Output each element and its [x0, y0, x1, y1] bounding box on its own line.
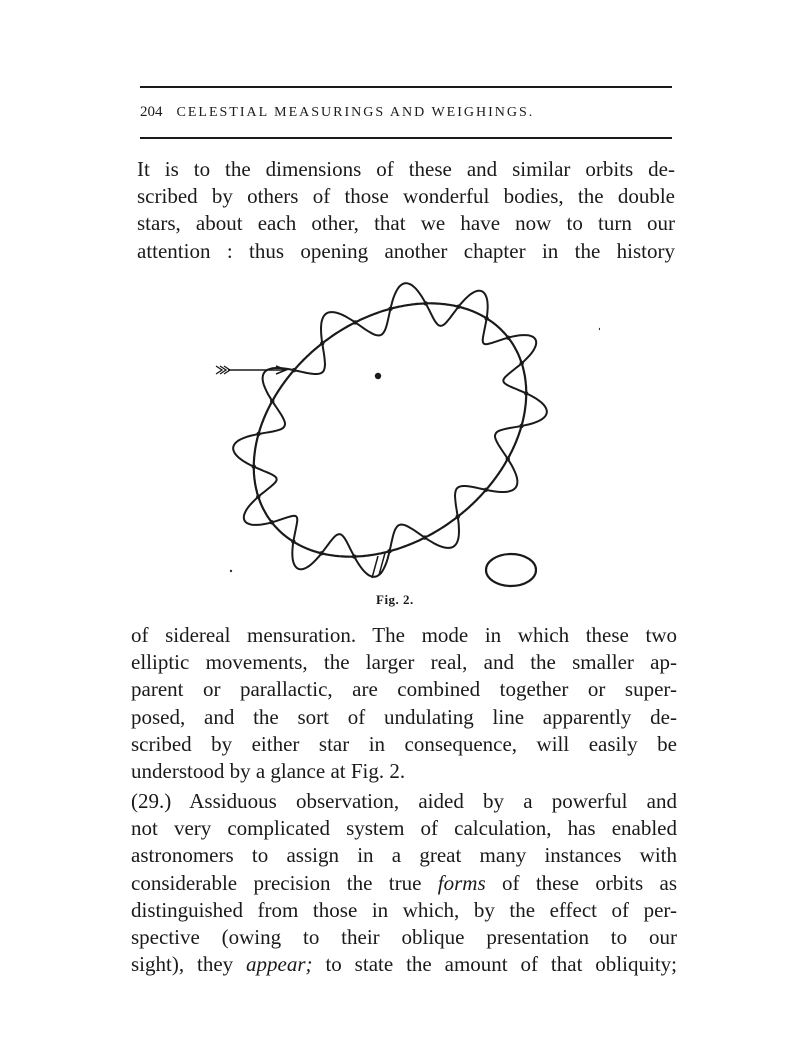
crossing-dot — [424, 301, 428, 305]
text-line: of sidereal mensuration. The mode in which these two — [131, 623, 677, 647]
speck — [599, 328, 600, 330]
text-line: posed, and the sort of undulating line apparently de- — [131, 704, 677, 729]
emphasis-forms: forms — [437, 870, 486, 895]
crossing-dot — [320, 341, 324, 345]
crossing-dot — [506, 336, 510, 340]
text-run: to state the amount of that obliquity; — [312, 952, 677, 977]
crossing-dot — [292, 368, 296, 372]
crossing-dot — [387, 549, 391, 553]
text-line: stars, about each other, that we have now to turn our — [137, 211, 675, 236]
text-line: not very complicated system of calculation, has enabled — [131, 816, 677, 841]
crossing-dot — [456, 515, 460, 519]
running-title: CELESTIAL MEASURINGS AND WEIGHINGS. — [176, 105, 535, 120]
text-line: spective (owing to their oblique presentation to our — [131, 925, 677, 950]
text-line: parent or parallactic, are combined together or super- — [131, 677, 677, 702]
crossing-dot — [484, 316, 488, 320]
speck — [230, 570, 232, 572]
crossing-dot — [388, 307, 392, 311]
text-line — [131, 870, 677, 897]
crossing-dot — [256, 432, 260, 436]
crossing-dot — [519, 424, 523, 428]
text-line: It is to the dimensions of these and similar orbits de- — [137, 157, 675, 181]
real-orbit-ellipse — [254, 303, 526, 556]
crossing-points — [252, 301, 529, 559]
orbit-figure — [200, 280, 600, 610]
text-run: of these orbits as — [485, 870, 677, 895]
crossing-dot — [353, 320, 357, 324]
crossing-dot — [423, 535, 427, 539]
text-line: distinguished from those in which, by the effect of per- — [131, 897, 677, 922]
crossing-dot — [524, 391, 528, 395]
emphasis-appear: appear; — [246, 952, 313, 977]
text-line: (29.) Assiduous observation, aided by a powerful and — [131, 789, 677, 813]
parallactic-ellipse — [486, 554, 536, 586]
text-line: attention : thus opening another chapter in the history — [137, 238, 675, 263]
orbit-diagram — [200, 280, 600, 610]
crossing-dot — [270, 399, 274, 403]
text-line: scribed by others of those wonderful bodies, the double — [137, 184, 675, 209]
crossing-dot — [352, 554, 356, 558]
crossing-dot — [456, 305, 460, 309]
paragraph-mensuration — [131, 622, 677, 785]
crossing-dot — [270, 520, 274, 524]
crossing-dot — [520, 361, 524, 365]
header-rule-bottom — [140, 137, 672, 139]
crossing-dot — [319, 551, 323, 555]
crossing-dot — [252, 464, 256, 468]
page-number: 204 — [140, 104, 163, 120]
text-run: considerable precision the true — [131, 870, 438, 895]
text-line: understood by a glance at Fig. 2. — [131, 759, 406, 784]
running-header — [140, 104, 672, 121]
crossing-dot — [291, 539, 295, 543]
figure-caption: Fig. 2. — [376, 592, 414, 607]
text-line: astronomers to assign in a great many instances with — [131, 843, 677, 868]
text-line: elliptic movements, the larger real, and the smaller ap- — [131, 650, 677, 675]
central-star-dot — [375, 373, 381, 379]
paragraph-intro — [137, 156, 675, 265]
text-line: scribed by either star in consequence, will easily be — [131, 731, 677, 756]
tick-marks — [372, 553, 385, 578]
crossing-dot — [484, 488, 488, 492]
text-run: sight), they — [131, 952, 247, 977]
crossing-dot — [506, 457, 510, 461]
crossing-dot — [256, 495, 260, 499]
paragraph-observation — [131, 788, 677, 978]
header-rule-top — [140, 86, 672, 88]
text-line — [131, 951, 677, 978]
